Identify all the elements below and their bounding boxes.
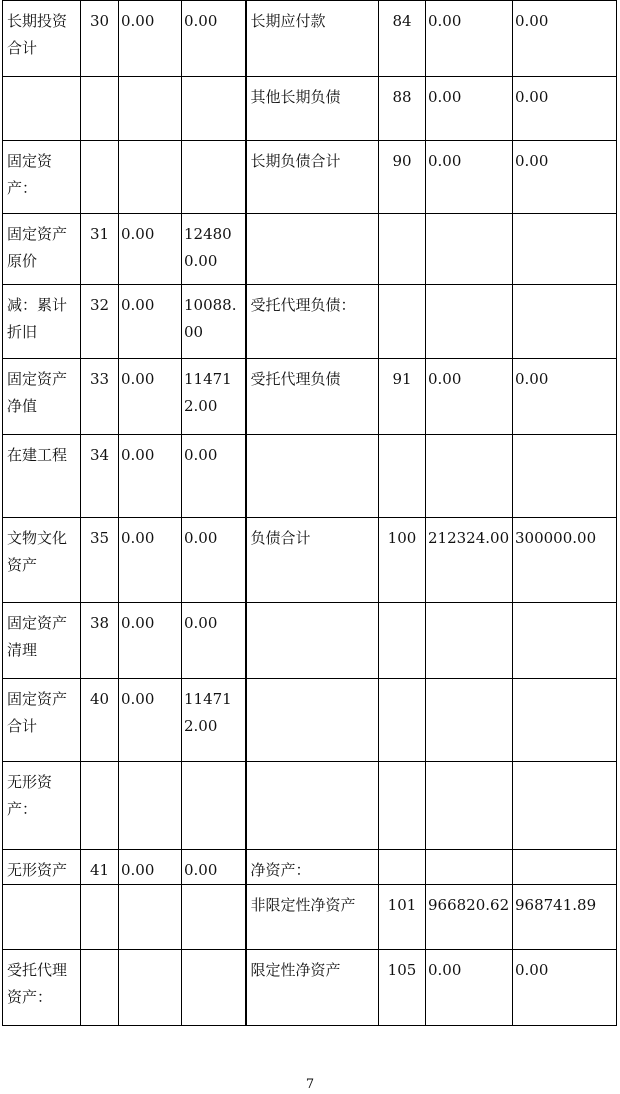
liability-line-no-cell: 91 — [379, 359, 426, 435]
asset-line-no-cell: 31 — [81, 214, 119, 285]
liability-line-no-cell — [379, 214, 426, 285]
table-row — [3, 1, 617, 77]
liability-line-no-cell: 100 — [379, 518, 426, 603]
liability-item-cell: 受托代理负债： — [246, 285, 379, 359]
liability-begin-balance-cell: 212324.00 — [426, 518, 513, 603]
liability-begin-balance-cell — [426, 679, 513, 762]
table-row — [3, 435, 617, 518]
liability-end-balance-cell: 968741.89 — [513, 885, 617, 950]
liability-begin-balance-cell: 0.00 — [426, 141, 513, 214]
asset-line-no-cell: 34 — [81, 435, 119, 518]
liability-begin-balance-cell: 0.00 — [426, 950, 513, 1026]
asset-item-cell: 固定资产清理 — [3, 603, 81, 679]
liability-begin-balance-cell: 0.00 — [426, 1, 513, 77]
table-row — [3, 214, 617, 285]
liability-item-cell — [246, 435, 379, 518]
asset-line-no-cell — [81, 950, 119, 1026]
balance-sheet-body — [3, 1, 617, 1026]
liability-end-balance-cell — [513, 603, 617, 679]
table-row — [3, 77, 617, 141]
liability-item-cell — [246, 603, 379, 679]
asset-end-balance-cell: 0.00 — [182, 1, 246, 77]
asset-begin-balance-cell: 0.00 — [119, 603, 182, 679]
liability-begin-balance-cell — [426, 214, 513, 285]
asset-line-no-cell — [81, 77, 119, 141]
table-row — [3, 950, 617, 1026]
liability-item-cell — [246, 679, 379, 762]
asset-line-no-cell: 33 — [81, 359, 119, 435]
asset-begin-balance-cell: 0.00 — [119, 518, 182, 603]
liability-end-balance-cell — [513, 679, 617, 762]
table-row — [3, 762, 617, 850]
asset-line-no-cell: 38 — [81, 603, 119, 679]
asset-end-balance-cell — [182, 885, 246, 950]
asset-item-cell: 无形资产 — [3, 850, 81, 885]
liability-item-cell: 长期应付款 — [246, 1, 379, 77]
liability-line-no-cell — [379, 850, 426, 885]
asset-begin-balance-cell: 0.00 — [119, 850, 182, 885]
asset-item-cell: 减：累计折旧 — [3, 285, 81, 359]
asset-item-cell: 固定资产： — [3, 141, 81, 214]
asset-item-cell: 无形资产： — [3, 762, 81, 850]
table-row — [3, 518, 617, 603]
asset-end-balance-cell — [182, 762, 246, 850]
liability-end-balance-cell — [513, 214, 617, 285]
liability-item-cell: 非限定性净资产 — [246, 885, 379, 950]
asset-begin-balance-cell — [119, 141, 182, 214]
liability-line-no-cell — [379, 435, 426, 518]
asset-end-balance-cell: 10088.00 — [182, 285, 246, 359]
liability-line-no-cell: 105 — [379, 950, 426, 1026]
liability-end-balance-cell — [513, 285, 617, 359]
asset-line-no-cell — [81, 885, 119, 950]
asset-end-balance-cell — [182, 77, 246, 141]
liability-begin-balance-cell — [426, 435, 513, 518]
asset-line-no-cell — [81, 141, 119, 214]
asset-item-cell — [3, 77, 81, 141]
liability-end-balance-cell: 0.00 — [513, 141, 617, 214]
asset-item-cell: 固定资产净值 — [3, 359, 81, 435]
table-row — [3, 141, 617, 214]
asset-begin-balance-cell: 0.00 — [119, 214, 182, 285]
liability-begin-balance-cell: 0.00 — [426, 77, 513, 141]
asset-item-cell: 文物文化资产 — [3, 518, 81, 603]
asset-line-no-cell: 40 — [81, 679, 119, 762]
liability-end-balance-cell: 300000.00 — [513, 518, 617, 603]
liability-begin-balance-cell — [426, 762, 513, 850]
asset-begin-balance-cell: 0.00 — [119, 359, 182, 435]
liability-line-no-cell: 88 — [379, 77, 426, 141]
liability-end-balance-cell — [513, 850, 617, 885]
table-row — [3, 285, 617, 359]
page-number: 7 — [305, 1077, 315, 1092]
asset-begin-balance-cell — [119, 885, 182, 950]
asset-begin-balance-cell: 0.00 — [119, 1, 182, 77]
asset-end-balance-cell: 114712.00 — [182, 359, 246, 435]
liability-begin-balance-cell — [426, 850, 513, 885]
liability-item-cell: 负债合计 — [246, 518, 379, 603]
liability-begin-balance-cell: 0.00 — [426, 359, 513, 435]
liability-end-balance-cell: 0.00 — [513, 950, 617, 1026]
table-row — [3, 679, 617, 762]
asset-item-cell: 固定资产原价 — [3, 214, 81, 285]
liability-end-balance-cell: 0.00 — [513, 77, 617, 141]
table-row — [3, 850, 617, 885]
asset-begin-balance-cell — [119, 950, 182, 1026]
liability-line-no-cell: 90 — [379, 141, 426, 214]
asset-line-no-cell: 41 — [81, 850, 119, 885]
liability-item-cell: 净资产： — [246, 850, 379, 885]
asset-begin-balance-cell: 0.00 — [119, 679, 182, 762]
asset-item-cell: 受托代理资产： — [3, 950, 81, 1026]
liability-end-balance-cell: 0.00 — [513, 359, 617, 435]
liability-begin-balance-cell — [426, 285, 513, 359]
asset-end-balance-cell: 114712.00 — [182, 679, 246, 762]
asset-item-cell: 固定资产合计 — [3, 679, 81, 762]
asset-begin-balance-cell — [119, 77, 182, 141]
table-row — [3, 603, 617, 679]
asset-item-cell: 长期投资合计 — [3, 1, 81, 77]
liability-item-cell: 受托代理负债 — [246, 359, 379, 435]
asset-end-balance-cell: 124800.00 — [182, 214, 246, 285]
liability-item-cell: 长期负债合计 — [246, 141, 379, 214]
liability-item-cell — [246, 214, 379, 285]
liability-end-balance-cell: 0.00 — [513, 1, 617, 77]
asset-item-cell — [3, 885, 81, 950]
liability-line-no-cell — [379, 603, 426, 679]
liability-line-no-cell: 84 — [379, 1, 426, 77]
liability-end-balance-cell — [513, 762, 617, 850]
asset-begin-balance-cell: 0.00 — [119, 285, 182, 359]
balance-sheet-table — [2, 0, 617, 1026]
liability-line-no-cell: 101 — [379, 885, 426, 950]
asset-line-no-cell: 35 — [81, 518, 119, 603]
table-row — [3, 885, 617, 950]
asset-item-cell: 在建工程 — [3, 435, 81, 518]
liability-line-no-cell — [379, 679, 426, 762]
liability-begin-balance-cell: 966820.62 — [426, 885, 513, 950]
liability-line-no-cell — [379, 285, 426, 359]
liability-item-cell — [246, 762, 379, 850]
asset-end-balance-cell — [182, 950, 246, 1026]
asset-begin-balance-cell — [119, 762, 182, 850]
asset-line-no-cell: 30 — [81, 1, 119, 77]
asset-line-no-cell: 32 — [81, 285, 119, 359]
liability-begin-balance-cell — [426, 603, 513, 679]
liability-end-balance-cell — [513, 435, 617, 518]
asset-end-balance-cell: 0.00 — [182, 518, 246, 603]
asset-end-balance-cell: 0.00 — [182, 435, 246, 518]
asset-begin-balance-cell: 0.00 — [119, 435, 182, 518]
liability-item-cell: 限定性净资产 — [246, 950, 379, 1026]
table-row — [3, 359, 617, 435]
liability-line-no-cell — [379, 762, 426, 850]
asset-end-balance-cell: 0.00 — [182, 850, 246, 885]
liability-item-cell: 其他长期负债 — [246, 77, 379, 141]
asset-end-balance-cell: 0.00 — [182, 603, 246, 679]
asset-end-balance-cell — [182, 141, 246, 214]
asset-line-no-cell — [81, 762, 119, 850]
